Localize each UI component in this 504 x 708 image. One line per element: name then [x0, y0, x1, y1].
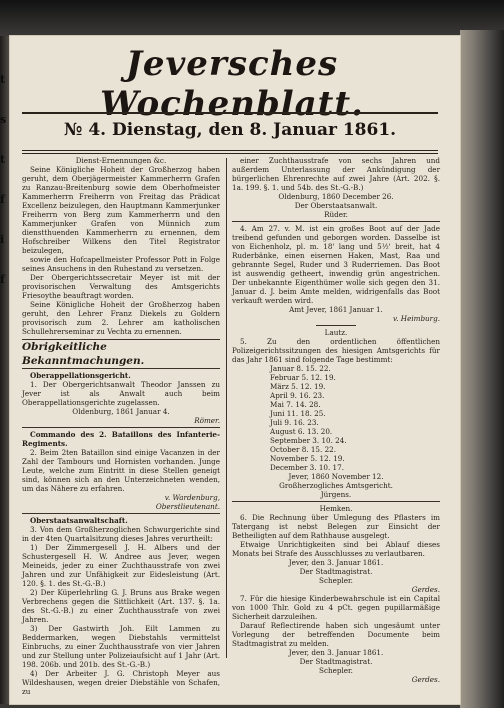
article-paragraph: sowie den Hofcapellmeister Professor Pott in Folge seines Ansuchens in den Ruhestand zu versetzen. — [22, 255, 220, 273]
book-spine — [460, 30, 504, 708]
subsection-heading: Commando des 2. Bataillons des Infanterie-Regiments. — [22, 430, 220, 448]
adjacent-page-edge — [0, 60, 12, 300]
article-separator — [232, 501, 440, 502]
list-item: Juni 11. 18. 25. — [270, 409, 326, 418]
edge-letter: s — [0, 113, 7, 126]
section-heading: Obrigkeitliche Bekanntmachungen. — [22, 339, 220, 369]
article-signature: Römer. — [194, 416, 220, 425]
article-signature: Rüder. — [324, 210, 348, 219]
article-paragraph: Etwaige Unrichtigkeiten sind bei Ablauf dieses Monats bei Strafe des Ausschlusses zu verlautbaren. — [232, 540, 440, 558]
article-signature: Gerdes. — [411, 675, 440, 684]
article-place-date: Jever, den 3. Januar 1861. — [288, 558, 384, 567]
article-place-date: Oldenburg, 1860 December 26. — [278, 192, 394, 201]
article-paragraph: Darauf Reflectirende haben sich ungesäumt unter Vorlegung der betreffenden Documente beim Stadtmagistrat zu melden. — [232, 621, 440, 648]
list-item: Januar 8. 15. 22. — [270, 364, 331, 373]
issue-line: № 4. Dienstag, den 8. Januar 1861. — [63, 120, 397, 140]
article-paragraph: 6. Die Rechnung über Umlegung des Pflasters im Tatergang ist nebst Belegen zur Einsicht der Betheiligten auf dem Rathhause ausgelegt. — [232, 513, 440, 540]
appointments-heading: Dienst-Ernennungen &c. — [75, 156, 167, 165]
article-place-date: Jever, 1860 November 12. — [288, 472, 384, 481]
article-signature: Hemken. — [319, 504, 353, 513]
article-signature: Großherzogliches Amtsgericht. — [279, 481, 393, 490]
article-signature: Oberstlieutenant. — [155, 502, 220, 511]
edge-letter: f — [0, 273, 5, 286]
scan-top-shadow — [0, 0, 504, 36]
subsection-heading: Oberstaatsanwaltschaft. — [30, 516, 128, 525]
court-dates-list — [270, 364, 440, 472]
article-paragraph: einer Zuchthausstrafe von sechs Jahren und außerdem Unterlassung der Ankündigung der bürgerlichen Ehrenrechte auf zwei Jahre (Art. 202. §. 1a. 199. §. 1. und 54b. des St.-G.-B.) — [232, 156, 440, 192]
issue-double-rule — [22, 150, 438, 154]
list-item: Februar 5. 12. 19. — [270, 373, 336, 382]
article-place-date: Jever, den 3. Januar 1861. — [288, 648, 384, 657]
article-signature: Der Stadtmagistrat. — [299, 567, 373, 576]
column-divider — [226, 158, 227, 658]
article-paragraph: 1) Der Zimmergesell J. H. Albers und der Schustergesell H. W. Andree aus Jever, wegen Meineids, jeder zu einer Zuchthausstrafe von zwei Jahren und zur Unfähigkeit zur Eidesleistung (Art. 120. §. 1. des St.-G.-B.) — [22, 543, 220, 588]
article-paragraph: 4) Der Arbeiter J. G. Christoph Meyer aus Wildeshausen, wegen dreier Diebstähle von Schafen, zu — [22, 669, 220, 696]
edge-letter: t — [0, 153, 6, 166]
article-signature: v. Wardenburg, — [164, 493, 220, 502]
list-item: April 9. 16. 23. — [270, 391, 325, 400]
article-paragraph: Seine Königliche Hoheit der Großherzog haben geruht, den Lehrer Franz Diekels zu Goldern provisorisch zum 2. Lehrer am katholischen Schullehrerseminar zu Vechta zu ernennen. — [22, 300, 220, 336]
article-place-date: Oldenburg, 1861 Januar 4. — [72, 407, 170, 416]
article-signature: Der Stadtmagistrat. — [299, 657, 373, 666]
list-item: December 3. 10. 17. — [270, 463, 344, 472]
article-paragraph: 4. Am 27. v. M. ist ein großes Boot auf der Jade treibend gefunden und geborgen worden. Dasselbe ist von Eichenholz, pl. m. 18' lang und 5½' breit, hat 4 Ruderbänke, einen eisernen Haken, Mast, Raa und gebrannte Segel, Ruder und 3 Ruderriemen. Das Boot ist auswendig getheert, inwendig grün angestrichen. Der unbekannte Eigenthümer wolle sich gegen den 31. Januar d. J. beim Amte melden, widrigenfalls das Boot verkauft werden wird. — [232, 224, 440, 305]
article-paragraph: 2. Beim 2ten Bataillon sind einige Vacanzen in der Zahl der Tambours und Hornisten vorhanden. Junge Leute, welche zum Eintritt in diese Stellen geneigt sind, können sich an den Unterzeichneten wenden, um das Nähere zu erfahren. — [22, 448, 220, 493]
article-signature: Lautz. — [324, 328, 348, 337]
article-signature: Der Oberstaatsanwalt. — [294, 201, 378, 210]
article-separator — [22, 513, 220, 514]
edge-letter: i — [0, 233, 5, 246]
left-column — [22, 156, 220, 696]
article-paragraph: 3. Von dem Großherzoglichen Schwurgerichte sind in der 4ten Quartalsitzung dieses Jahres verurtheilt: — [22, 525, 220, 543]
subsection-heading: Oberappellationsgericht. — [30, 371, 131, 380]
list-item: Mai 7. 14. 28. — [270, 400, 321, 409]
list-item: October 8. 15. 22. — [270, 445, 336, 454]
article-paragraph: Seine Königliche Hoheit der Großherzog haben geruht, dem Oberjägermeister Kammerherrn Grafen zu Ranzau-Breitenburg sowie dem Oberhofmeister Kammerherrn Freiherrn von Freitag das Prädicat Excellenz beizulegen, den Hauptmann Kammerjunker Freiherrn von Berg zum Kammerherrn und den Kammerjunker Grafen von Münnich zum dienstthuenden Kammerherrn zu ernennen, dem Hofschreiber Wilkens den Titel Registrator beizulegen, — [22, 165, 220, 255]
list-item: August 6. 13. 20. — [270, 427, 333, 436]
article-paragraph: Der Obergerichtssecretair Meyer ist mit der provisorischen Verwaltung des Amtsgerichts Friesoythe beauftragt worden. — [22, 273, 220, 300]
article-signature: Jürgens. — [320, 490, 352, 499]
article-place-date: Amt Jever, 1861 Januar 1. — [289, 305, 383, 314]
article-paragraph: 2) Der Küperlehrling G. J. Bruns aus Brake wegen Verbrechens gegen die Sittlichkeit (Art. 137. §. 1a. des St.-G.-B.) zu einer Zuchthausstrafe von zwei Jahren. — [22, 588, 220, 624]
article-signature: v. Heimburg. — [393, 314, 440, 323]
edge-letter: t — [0, 73, 6, 86]
list-item: November 5. 12. 19. — [270, 454, 345, 463]
right-column — [232, 156, 440, 684]
article-signature: Schepler. — [319, 576, 353, 585]
list-item: September 3. 10. 24. — [270, 436, 347, 445]
article-paragraph: 7. Für die hiesige Kinderbewahrschule ist ein Capital von 1000 Thlr. Gold zu 4 pCt. gegen pupillarmäßige Sicherheit darzuleihen. — [232, 594, 440, 621]
edge-letter: f — [0, 193, 5, 206]
article-signature: Gerdes. — [411, 585, 440, 594]
article-signature: Schepler. — [319, 666, 353, 675]
article-paragraph: 1. Der Obergerichtsanwalt Theodor Janssen zu Jever ist als Anwalt auch beim Oberappellationsgerichte zugelassen. — [22, 380, 220, 407]
article-separator — [316, 325, 356, 326]
article-paragraph: 3) Der Gastwirth Joh. Eilt Lammen zu Beddermarken, wegen Diebstahls vermittelst Einbruchs, zu einer Zuchthausstrafe von vier Jahren und zur Stellung unter Polizeiaufsicht auf 1 Jahr (Art. 198. 206b. und 201b. des St.-G.-B.) — [22, 624, 220, 669]
article-separator — [22, 427, 220, 428]
article-separator — [232, 221, 440, 222]
newspaper-masthead: Jeversches Wochenblatt. — [100, 44, 364, 124]
article-paragraph: 5. Zu den ordentlichen öffentlichen Polizeigerichtssitzungen des hiesigen Amtsgerichts für das Jahr 1861 sind folgende Tage bestimmt: — [232, 337, 440, 364]
list-item: Juli 9. 16. 23. — [270, 418, 319, 427]
list-item: März 5. 12. 19. — [270, 382, 326, 391]
masthead-rule — [22, 112, 438, 114]
